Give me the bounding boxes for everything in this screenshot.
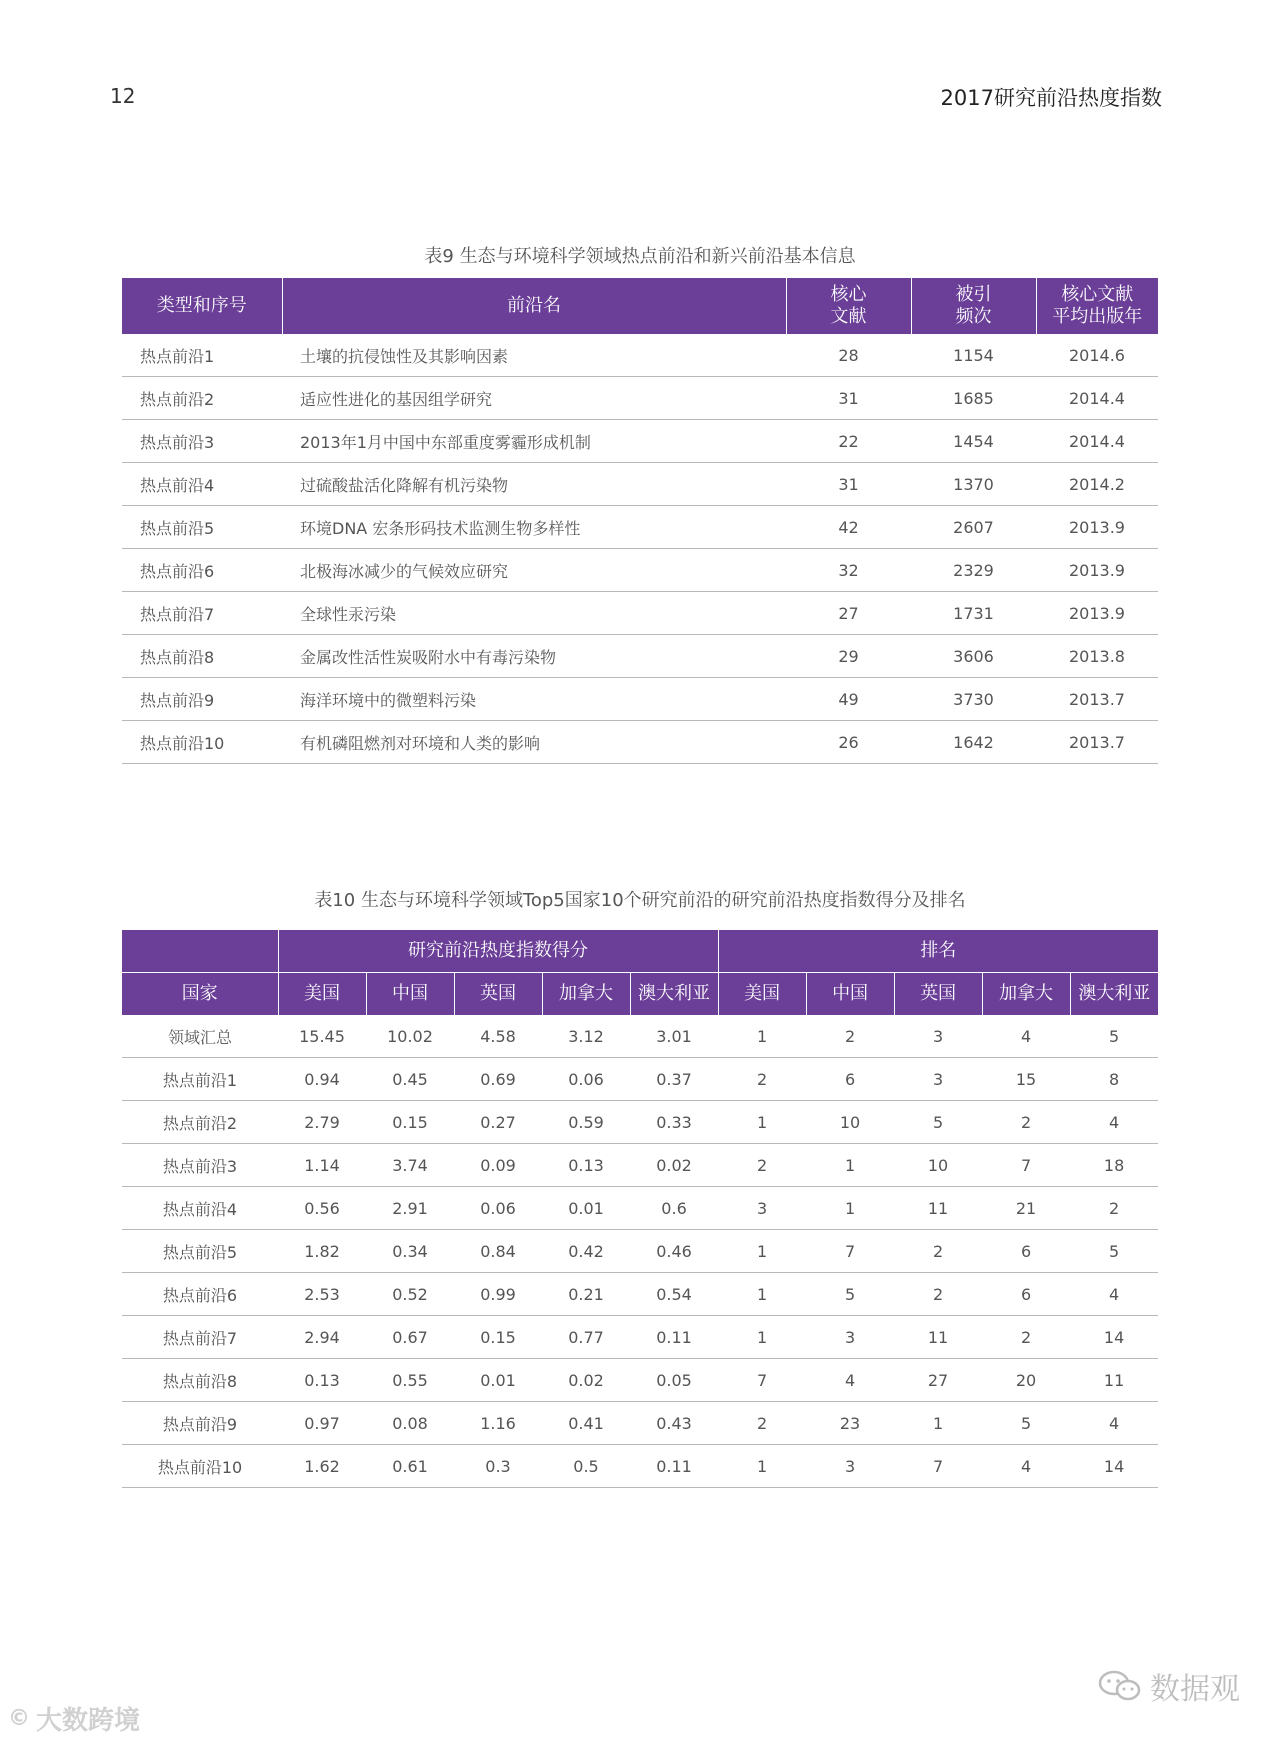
rank-cell: 3 bbox=[806, 1316, 894, 1359]
citations-cell: 1370 bbox=[911, 463, 1036, 506]
rank-cell: 2 bbox=[718, 1402, 806, 1445]
score-cell: 0.37 bbox=[630, 1058, 718, 1101]
citations-cell: 1685 bbox=[911, 377, 1036, 420]
header-type: 类型和序号 bbox=[122, 278, 282, 334]
rank-cell: 15 bbox=[982, 1058, 1070, 1101]
row-label-cell: 热点前沿6 bbox=[122, 1273, 278, 1316]
front-name-cell: 环境DNA 宏条形码技术监测生物多样性 bbox=[282, 506, 786, 549]
table-row bbox=[122, 334, 1158, 377]
row-label-cell: 领域汇总 bbox=[122, 1015, 278, 1058]
core-papers-cell: 28 bbox=[786, 334, 911, 377]
score-cell: 0.27 bbox=[454, 1101, 542, 1144]
rank-cell: 4 bbox=[1070, 1402, 1158, 1445]
score-cell: 0.56 bbox=[278, 1187, 366, 1230]
core-papers-cell: 29 bbox=[786, 635, 911, 678]
rank-cell: 4 bbox=[1070, 1101, 1158, 1144]
front-name-cell: 土壤的抗侵蚀性及其影响因素 bbox=[282, 334, 786, 377]
table-row bbox=[122, 463, 1158, 506]
table-row bbox=[122, 1359, 1158, 1402]
table-row bbox=[122, 377, 1158, 420]
rank-cell: 1 bbox=[718, 1273, 806, 1316]
score-cell: 15.45 bbox=[278, 1015, 366, 1058]
score-cell: 0.15 bbox=[366, 1101, 454, 1144]
rank-cell: 1 bbox=[894, 1402, 982, 1445]
score-cell: 0.77 bbox=[542, 1316, 630, 1359]
rank-cell: 2 bbox=[718, 1058, 806, 1101]
wechat-icon bbox=[1098, 1669, 1142, 1703]
score-cell: 0.69 bbox=[454, 1058, 542, 1101]
score-cell: 1.62 bbox=[278, 1445, 366, 1488]
mean-year-cell: 2014.4 bbox=[1036, 377, 1158, 420]
rank-cell: 1 bbox=[718, 1015, 806, 1058]
rank-cell: 10 bbox=[806, 1101, 894, 1144]
front-type-cell: 热点前沿6 bbox=[122, 549, 282, 592]
rank-cell: 1 bbox=[806, 1187, 894, 1230]
core-papers-cell: 31 bbox=[786, 377, 911, 420]
rank-cell: 21 bbox=[982, 1187, 1070, 1230]
table-row bbox=[122, 1101, 1158, 1144]
front-type-cell: 热点前沿9 bbox=[122, 678, 282, 721]
score-cell: 0.54 bbox=[630, 1273, 718, 1316]
table-row bbox=[122, 1445, 1158, 1488]
rank-cell: 6 bbox=[982, 1230, 1070, 1273]
header-cited-line1: 被引 bbox=[955, 284, 992, 305]
mean-year-cell: 2014.6 bbox=[1036, 334, 1158, 377]
score-cell: 0.21 bbox=[542, 1273, 630, 1316]
rank-cell: 5 bbox=[982, 1402, 1070, 1445]
citations-cell: 3730 bbox=[911, 678, 1036, 721]
score-cell: 4.58 bbox=[454, 1015, 542, 1058]
table-row bbox=[122, 549, 1158, 592]
header-name: 前沿名 bbox=[282, 278, 786, 334]
front-type-cell: 热点前沿10 bbox=[122, 721, 282, 764]
score-cell: 0.41 bbox=[542, 1402, 630, 1445]
score-cell: 0.34 bbox=[366, 1230, 454, 1273]
front-name-cell: 适应性进化的基因组学研究 bbox=[282, 377, 786, 420]
score-cell: 0.84 bbox=[454, 1230, 542, 1273]
rank-cell: 3 bbox=[894, 1015, 982, 1058]
core-papers-cell: 32 bbox=[786, 549, 911, 592]
front-name-cell: 海洋环境中的微塑料污染 bbox=[282, 678, 786, 721]
table9-caption: 表9 生态与环境科学领域热点前沿和新兴前沿基本信息 bbox=[424, 246, 856, 267]
score-cell: 0.01 bbox=[454, 1359, 542, 1402]
header-year bbox=[1036, 278, 1158, 334]
front-name-cell: 北极海冰减少的气候效应研究 bbox=[282, 549, 786, 592]
header-blank bbox=[122, 930, 278, 973]
score-cell: 3.74 bbox=[366, 1144, 454, 1187]
table10-body bbox=[122, 1015, 1158, 1488]
score-cell: 0.45 bbox=[366, 1058, 454, 1101]
score-cell: 0.55 bbox=[366, 1359, 454, 1402]
rank-cell: 7 bbox=[806, 1230, 894, 1273]
table-row bbox=[122, 506, 1158, 549]
rank-cell: 7 bbox=[718, 1359, 806, 1402]
row-label-cell: 热点前沿8 bbox=[122, 1359, 278, 1402]
rank-cell: 6 bbox=[806, 1058, 894, 1101]
core-papers-cell: 22 bbox=[786, 420, 911, 463]
front-type-cell: 热点前沿7 bbox=[122, 592, 282, 635]
rank-cell: 11 bbox=[894, 1316, 982, 1359]
score-cell: 0.13 bbox=[278, 1359, 366, 1402]
score-cell: 2.94 bbox=[278, 1316, 366, 1359]
table-row bbox=[122, 1316, 1158, 1359]
row-label-cell: 热点前沿10 bbox=[122, 1445, 278, 1488]
score-cell: 0.6 bbox=[630, 1187, 718, 1230]
header-rank-country: 英国 bbox=[894, 973, 982, 1016]
front-type-cell: 热点前沿1 bbox=[122, 334, 282, 377]
citations-cell: 2329 bbox=[911, 549, 1036, 592]
score-cell: 0.06 bbox=[542, 1058, 630, 1101]
score-cell: 0.43 bbox=[630, 1402, 718, 1445]
rank-cell: 5 bbox=[894, 1101, 982, 1144]
rank-cell: 2 bbox=[982, 1316, 1070, 1359]
score-cell: 3.01 bbox=[630, 1015, 718, 1058]
rank-cell: 18 bbox=[1070, 1144, 1158, 1187]
score-cell: 2.91 bbox=[366, 1187, 454, 1230]
table-row bbox=[122, 721, 1158, 764]
table10 bbox=[122, 930, 1158, 1488]
header-group-ranks: 排名 bbox=[718, 930, 1158, 973]
row-label-cell: 热点前沿2 bbox=[122, 1101, 278, 1144]
rank-cell: 1 bbox=[718, 1445, 806, 1488]
score-cell: 0.15 bbox=[454, 1316, 542, 1359]
core-papers-cell: 31 bbox=[786, 463, 911, 506]
front-type-cell: 热点前沿5 bbox=[122, 506, 282, 549]
rank-cell: 1 bbox=[718, 1101, 806, 1144]
citations-cell: 1154 bbox=[911, 334, 1036, 377]
page-number: 12 bbox=[110, 84, 136, 108]
header-country: 国家 bbox=[122, 973, 278, 1016]
score-cell: 0.52 bbox=[366, 1273, 454, 1316]
rank-cell: 1 bbox=[718, 1316, 806, 1359]
score-cell: 0.02 bbox=[630, 1144, 718, 1187]
rank-cell: 8 bbox=[1070, 1058, 1158, 1101]
header-rank-country: 澳大利亚 bbox=[1070, 973, 1158, 1016]
header-score-country: 美国 bbox=[278, 973, 366, 1016]
rank-cell: 2 bbox=[982, 1101, 1070, 1144]
score-cell: 0.01 bbox=[542, 1187, 630, 1230]
header-core-line2: 文献 bbox=[830, 306, 867, 327]
score-cell: 0.02 bbox=[542, 1359, 630, 1402]
front-name-cell: 金属改性活性炭吸附水中有毒污染物 bbox=[282, 635, 786, 678]
mean-year-cell: 2013.9 bbox=[1036, 506, 1158, 549]
rank-cell: 11 bbox=[894, 1187, 982, 1230]
score-cell: 10.02 bbox=[366, 1015, 454, 1058]
table-row bbox=[122, 1015, 1158, 1058]
citations-cell: 3606 bbox=[911, 635, 1036, 678]
header-rank-country: 加拿大 bbox=[982, 973, 1070, 1016]
table-row bbox=[122, 592, 1158, 635]
mean-year-cell: 2013.9 bbox=[1036, 592, 1158, 635]
score-cell: 1.82 bbox=[278, 1230, 366, 1273]
score-cell: 0.99 bbox=[454, 1273, 542, 1316]
front-type-cell: 热点前沿8 bbox=[122, 635, 282, 678]
score-cell: 3.12 bbox=[542, 1015, 630, 1058]
rank-cell: 7 bbox=[982, 1144, 1070, 1187]
table-row bbox=[122, 1273, 1158, 1316]
rank-cell: 4 bbox=[1070, 1273, 1158, 1316]
score-cell: 0.05 bbox=[630, 1359, 718, 1402]
header-year-line1: 核心文献 bbox=[1061, 284, 1134, 305]
rank-cell: 2 bbox=[806, 1015, 894, 1058]
watermark-right bbox=[1098, 1664, 1240, 1708]
row-label-cell: 热点前沿5 bbox=[122, 1230, 278, 1273]
table-row bbox=[122, 1187, 1158, 1230]
front-name-cell: 有机磷阻燃剂对环境和人类的影响 bbox=[282, 721, 786, 764]
row-label-cell: 热点前沿1 bbox=[122, 1058, 278, 1101]
mean-year-cell: 2013.8 bbox=[1036, 635, 1158, 678]
header-group-scores: 研究前沿热度指数得分 bbox=[278, 930, 718, 973]
table-row bbox=[122, 1144, 1158, 1187]
core-papers-cell: 42 bbox=[786, 506, 911, 549]
rank-cell: 11 bbox=[1070, 1359, 1158, 1402]
rank-cell: 7 bbox=[894, 1445, 982, 1488]
citations-cell: 1454 bbox=[911, 420, 1036, 463]
rank-cell: 20 bbox=[982, 1359, 1070, 1402]
rank-cell: 2 bbox=[1070, 1187, 1158, 1230]
score-cell: 0.97 bbox=[278, 1402, 366, 1445]
score-cell: 0.09 bbox=[454, 1144, 542, 1187]
header-score-country: 澳大利亚 bbox=[630, 973, 718, 1016]
table-row bbox=[122, 1402, 1158, 1445]
front-type-cell: 热点前沿2 bbox=[122, 377, 282, 420]
rank-cell: 3 bbox=[718, 1187, 806, 1230]
watermark-right-text: 数据观 bbox=[1150, 1672, 1240, 1707]
mean-year-cell: 2014.2 bbox=[1036, 463, 1158, 506]
rank-cell: 4 bbox=[982, 1015, 1070, 1058]
table9 bbox=[122, 278, 1158, 764]
table-row bbox=[122, 1230, 1158, 1273]
score-cell: 0.11 bbox=[630, 1316, 718, 1359]
rank-cell: 2 bbox=[718, 1144, 806, 1187]
score-cell: 0.46 bbox=[630, 1230, 718, 1273]
table10-caption: 表10 生态与环境科学领域Top5国家10个研究前沿的研究前沿热度指数得分及排名 bbox=[314, 890, 966, 911]
header-core bbox=[786, 278, 911, 334]
rank-cell: 1 bbox=[806, 1144, 894, 1187]
watermark-left-text: 大数跨境 bbox=[36, 1706, 141, 1736]
front-name-cell: 2013年1月中国中东部重度雾霾形成机制 bbox=[282, 420, 786, 463]
score-cell: 0.5 bbox=[542, 1445, 630, 1488]
table9-header-row bbox=[122, 278, 1158, 334]
row-label-cell: 热点前沿9 bbox=[122, 1402, 278, 1445]
score-cell: 0.13 bbox=[542, 1144, 630, 1187]
mean-year-cell: 2013.7 bbox=[1036, 721, 1158, 764]
header-core-line1: 核心 bbox=[830, 284, 867, 305]
rank-cell: 23 bbox=[806, 1402, 894, 1445]
score-cell: 0.3 bbox=[454, 1445, 542, 1488]
score-cell: 1.16 bbox=[454, 1402, 542, 1445]
rank-cell: 4 bbox=[982, 1445, 1070, 1488]
rank-cell: 27 bbox=[894, 1359, 982, 1402]
row-label-cell: 热点前沿4 bbox=[122, 1187, 278, 1230]
table9-body bbox=[122, 334, 1158, 764]
score-cell: 0.61 bbox=[366, 1445, 454, 1488]
citations-cell: 1731 bbox=[911, 592, 1036, 635]
score-cell: 0.42 bbox=[542, 1230, 630, 1273]
mean-year-cell: 2013.9 bbox=[1036, 549, 1158, 592]
core-papers-cell: 27 bbox=[786, 592, 911, 635]
core-papers-cell: 49 bbox=[786, 678, 911, 721]
rank-cell: 3 bbox=[806, 1445, 894, 1488]
watermark-left bbox=[8, 1700, 140, 1737]
score-cell: 0.08 bbox=[366, 1402, 454, 1445]
table10-group-row bbox=[122, 930, 1158, 973]
header-cited-line2: 频次 bbox=[955, 306, 992, 327]
front-name-cell: 过硫酸盐活化降解有机污染物 bbox=[282, 463, 786, 506]
header-score-country: 中国 bbox=[366, 973, 454, 1016]
brand-logo-icon: © bbox=[8, 1706, 30, 1731]
core-papers-cell: 26 bbox=[786, 721, 911, 764]
rank-cell: 5 bbox=[1070, 1015, 1158, 1058]
citations-cell: 2607 bbox=[911, 506, 1036, 549]
header-score-country: 英国 bbox=[454, 973, 542, 1016]
score-cell: 2.79 bbox=[278, 1101, 366, 1144]
front-name-cell: 全球性汞污染 bbox=[282, 592, 786, 635]
citations-cell: 1642 bbox=[911, 721, 1036, 764]
table-row bbox=[122, 678, 1158, 721]
front-type-cell: 热点前沿3 bbox=[122, 420, 282, 463]
header-score-country: 加拿大 bbox=[542, 973, 630, 1016]
score-cell: 2.53 bbox=[278, 1273, 366, 1316]
row-label-cell: 热点前沿7 bbox=[122, 1316, 278, 1359]
rank-cell: 14 bbox=[1070, 1445, 1158, 1488]
table-row bbox=[122, 635, 1158, 678]
header-rank-country: 美国 bbox=[718, 973, 806, 1016]
table-row bbox=[122, 420, 1158, 463]
score-cell: 0.94 bbox=[278, 1058, 366, 1101]
rank-cell: 3 bbox=[894, 1058, 982, 1101]
front-type-cell: 热点前沿4 bbox=[122, 463, 282, 506]
table-row bbox=[122, 1058, 1158, 1101]
rank-cell: 5 bbox=[1070, 1230, 1158, 1273]
mean-year-cell: 2013.7 bbox=[1036, 678, 1158, 721]
score-cell: 0.06 bbox=[454, 1187, 542, 1230]
table10-country-row bbox=[122, 973, 1158, 1016]
score-cell: 0.33 bbox=[630, 1101, 718, 1144]
score-cell: 0.11 bbox=[630, 1445, 718, 1488]
header-rank-country: 中国 bbox=[806, 973, 894, 1016]
score-cell: 0.67 bbox=[366, 1316, 454, 1359]
header-year-line2: 平均出版年 bbox=[1052, 306, 1143, 327]
rank-cell: 10 bbox=[894, 1144, 982, 1187]
score-cell: 0.59 bbox=[542, 1101, 630, 1144]
rank-cell: 5 bbox=[806, 1273, 894, 1316]
running-title: 2017研究前沿热度指数 bbox=[940, 86, 1162, 110]
rank-cell: 2 bbox=[894, 1230, 982, 1273]
rank-cell: 6 bbox=[982, 1273, 1070, 1316]
score-cell: 1.14 bbox=[278, 1144, 366, 1187]
rank-cell: 2 bbox=[894, 1273, 982, 1316]
header-cited bbox=[911, 278, 1036, 334]
rank-cell: 14 bbox=[1070, 1316, 1158, 1359]
row-label-cell: 热点前沿3 bbox=[122, 1144, 278, 1187]
mean-year-cell: 2014.4 bbox=[1036, 420, 1158, 463]
rank-cell: 1 bbox=[718, 1230, 806, 1273]
rank-cell: 4 bbox=[806, 1359, 894, 1402]
